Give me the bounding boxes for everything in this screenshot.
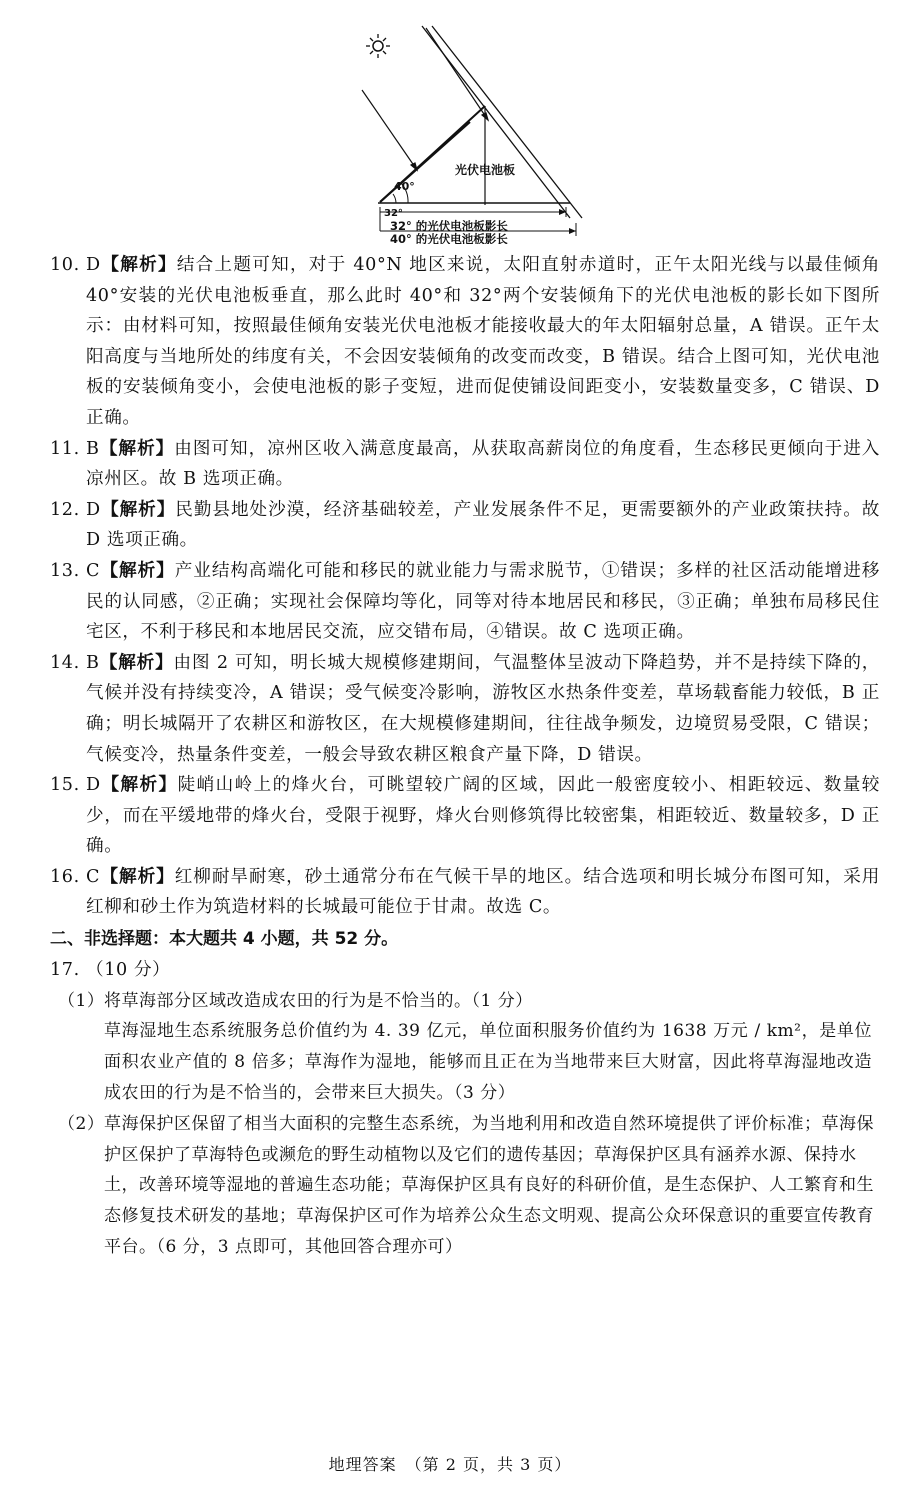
analysis-text: 由图 2 可知，明长城大规模修建期间，气温整体呈波动下降趋势，并不是持续下降的，气候并没有持续变冷，A 错误；受气候变冷影响，游牧区水热条件变差，草场载畜能力较低，B 正确；明长城隔开了农耕区和游牧区，在大规模修建期间，往往战争频发，边境贸易受限，C 错误；气候变冷，热量条件变差，一般会导致农耕区粮食产量下降，D 错误。: [86, 652, 880, 765]
part-body: 草海保护区保留了相当大面积的完整生态系统，为当地利用和改造自然环境提供了评价标准；草海保护区保护了草海特色或濒危的野生动植物以及它们的遗传基因；草海保护区具有涵养水源、保持水土，改善环境等湿地的普遍生态功能；草海保护区具有良好的科研价值，是生态保护、人工繁育和生态修复技术研发的基地；草海保护区可作为培养公众生态文明观、提高公众环保意识的重要宣传教育平台。（6 分，3 点即可，其他回答合理亦可）: [104, 1114, 874, 1257]
item-number: 12.: [50, 499, 80, 520]
part-label: （1）: [58, 990, 105, 1011]
analysis-text: 陡峭山岭上的烽火台，可眺望较广阔的区域，因此一般密度较小、相距较远、数量较少，而在平缓地带的烽火台，受限于视野，烽火台则修筑得比较密集，相距较近、数量较多，D 正确。: [86, 775, 880, 857]
answer-item-14: [50, 648, 880, 770]
answer-letter: C: [86, 866, 101, 887]
panel-label: 光伏电池板: [455, 163, 516, 177]
analysis-text: 由图可知，凉州区收入满意度最高，从获取高薪岗位的角度看，生态移民更倾向于进入凉州区。故 B 选项正确。: [86, 438, 880, 490]
item-number: 10.: [50, 255, 80, 275]
answer-letter: B: [86, 652, 100, 673]
solar-panel-shadow-diagram: [360, 22, 600, 244]
answer-letter: B: [86, 438, 100, 459]
answer-letter: D: [86, 255, 101, 275]
q17-part-1-claim: [50, 986, 880, 1017]
analysis-text: 产业结构高端化可能和移民的就业能力与需求脱节，①错误；多样的社区活动能增进移民的认同感，②正确；实现社会保障均等化，同等对待本地居民和移民，③正确；单独布局移民住宅区，不利于移民和本地居民交流，应交错布局，④错误。故 C 选项正确。: [86, 560, 880, 643]
analysis-tag: 【解析】: [99, 438, 175, 459]
shadow-32-dimension: [380, 207, 566, 233]
answer-letter: C: [86, 560, 101, 581]
analysis-text: 结合上题可知，对于 40°N 地区来说，太阳直射赤道时，正午太阳光线与以最佳倾角 40°安装的光伏电池板垂直，那么此时 40°和 32°两个安装倾角下的光伏电池板的影长如下图所示：由材料可知，按照最佳倾角安装光伏电池板才能接收最大的年太阳辐射总量，A 错误。正午太阳高度与当地所处的纬度有关，不会因安装倾角的改变而改变，B 错误。结合上图可知，光伏电池板的安装倾角变小，会使电池板的影子变短，进而促使铺设间距变小，安装数量变多，C 错误、D 正确。: [86, 255, 880, 428]
part-claim: 将草海部分区域改造成农田的行为是不恰当的。（1 分）: [104, 990, 533, 1011]
diagram-svg: [360, 22, 600, 244]
analysis-text: 民勤县地处沙漠，经济基础较差，产业发展条件不足，更需要额外的产业政策扶持。故 D 选项正确。: [86, 499, 880, 551]
question-score: （10 分）: [86, 960, 171, 981]
page-footer: 地理答案 （第 2 页，共 3 页）: [328, 1455, 572, 1474]
q17-part-2: [50, 1109, 880, 1262]
question-17-header: [50, 955, 880, 986]
analysis-tag: 【解析】: [100, 560, 175, 581]
item-number: 11.: [50, 438, 80, 459]
answer-content: [50, 250, 880, 1262]
analysis-tag: 【解析】: [100, 866, 175, 887]
item-number: 15.: [50, 775, 80, 796]
analysis-text: 红柳耐旱耐寒，砂土通常分布在气候干旱的地区。结合选项和明长城分布图可知，采用红柳和砂土作为筑造材料的长城最可能位于甘肃。故选 C。: [86, 866, 880, 918]
item-number: 14.: [50, 652, 80, 673]
analysis-tag: 【解析】: [100, 499, 176, 520]
angle-32-label: 32°: [384, 208, 403, 219]
tall-poles: [422, 26, 582, 218]
answer-item-16: [50, 862, 880, 923]
item-number: 17.: [50, 960, 80, 981]
answer-item-11: [50, 434, 880, 495]
sun-icon: [366, 34, 390, 58]
angle-arc-32: [393, 194, 396, 203]
analysis-tag: 【解析】: [99, 652, 174, 673]
section-heading: 二、非选择题：本大题共 4 小题，共 52 分。: [50, 929, 399, 950]
analysis-tag: 【解析】: [100, 255, 177, 275]
shadow-32-label: 32° 的光伏电池板影长: [390, 219, 508, 233]
answer-letter: D: [86, 499, 101, 520]
shadow-40-label: 40° 的光伏电池板影长: [390, 232, 508, 244]
item-number: 16.: [50, 866, 80, 887]
analysis-tag: 【解析】: [100, 775, 178, 796]
part-label: （2）: [58, 1114, 105, 1135]
answer-item-12: [50, 495, 880, 556]
answer-letter: D: [86, 775, 101, 796]
answer-item-15: [50, 770, 880, 862]
item-number: 13.: [50, 560, 80, 581]
answer-item-10: [50, 250, 880, 434]
angle-40-label: 40°: [394, 180, 415, 193]
answer-item-13: [50, 556, 880, 648]
q17-part-1-body: 草海湿地生态系统服务总价值约为 4. 39 亿元，单位面积服务价值约为 1638 万元 / km²，是单位面积农业产值的 8 倍多；草海作为湿地，能够而且正在为当地带来巨大财富，因此将草海湿地改造成农田的行为是不恰当的，会带来巨大损失。（3 分）: [104, 1021, 872, 1104]
